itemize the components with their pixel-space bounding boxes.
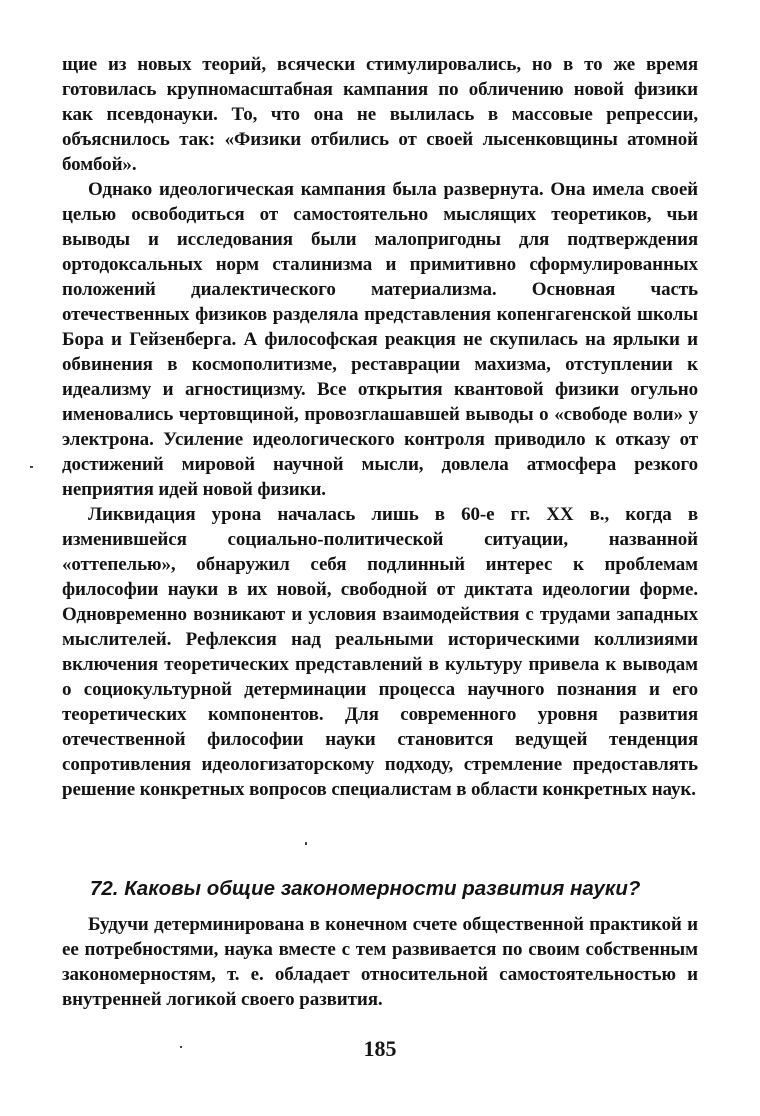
section-text-block — [62, 912, 698, 1012]
section-paragraph: Будучи детерминирована в конечном счете общественной практикой и ее потребностями, наука вместе с тем развивается по своим собственным закономерностям, т. е. обладает относительной самостоятельностью и внутренней логикой своего развития. — [62, 914, 698, 1010]
paragraph-liquidation: Ликвидация урона началась лишь в 60-е гг. XX в., когда в изменившейся социально-политической ситуации, названной «оттепелью», обнаружил себя подлинный интерес к проблемам философии науки в их новой, свободной от диктата идеологии форме. Одновременно возникают и условия взаимодействия с трудами западных мыслителей. Рефлексия над реальными историческими коллизиями включения теоретических представлений в культуру привела к выводам о социокультурной детерминации процесса научного познания и его теоретических компонентов. Для современного уровня развития отечественной философии науки становится ведущей тенденция сопротивления идеологизаторскому подходу, стремление предоставлять решение конкретных вопросов специалистам в области конкретных наук. — [62, 504, 698, 800]
main-text-block — [62, 52, 698, 802]
page-number: 185 — [363, 1036, 397, 1061]
paragraph-continuation: щие из новых теорий, всячески стимулировались, но в то же время готовилась крупномасштабная кампания по обличению новой физики как псевдонауки. То, что она не вылилась в массовые репрессии, объяснилось так: «Физики отбились от своей лысенковщины атомной бомбой». — [62, 54, 698, 175]
paragraph-ideological-campaign: Однако идеологическая кампания была развернута. Она имела своей целью освободиться от самостоятельно мыслящих теоретиков, чьи выводы и исследования были малопригодны для подтверждения ортодоксальных норм сталинизма и примитивно сформулированных положений диалектического материализма. Основная часть отечественных физиков разделяла представления копенгагенской школы Бора и Гейзенберга. А философская реакция не скупилась на ярлыки и обвинения в космополитизме, реставрации махизма, отступлении к идеализму и агностицизму. Все открытия квантовой физики огульно именовались чертовщиной, провозглашавшей выводы о «свободе воли» у электрона. Усиление идеологического контроля приводило к отказу от достижений мировой научной мысли, довлела атмосфера резкого неприятия идей новой физики. — [62, 179, 698, 500]
scan-speck — [305, 842, 307, 845]
section-heading: 72. Каковы общие закономерности развития науки? — [90, 877, 641, 900]
scan-speck — [30, 466, 33, 468]
scan-speck — [180, 1046, 182, 1048]
